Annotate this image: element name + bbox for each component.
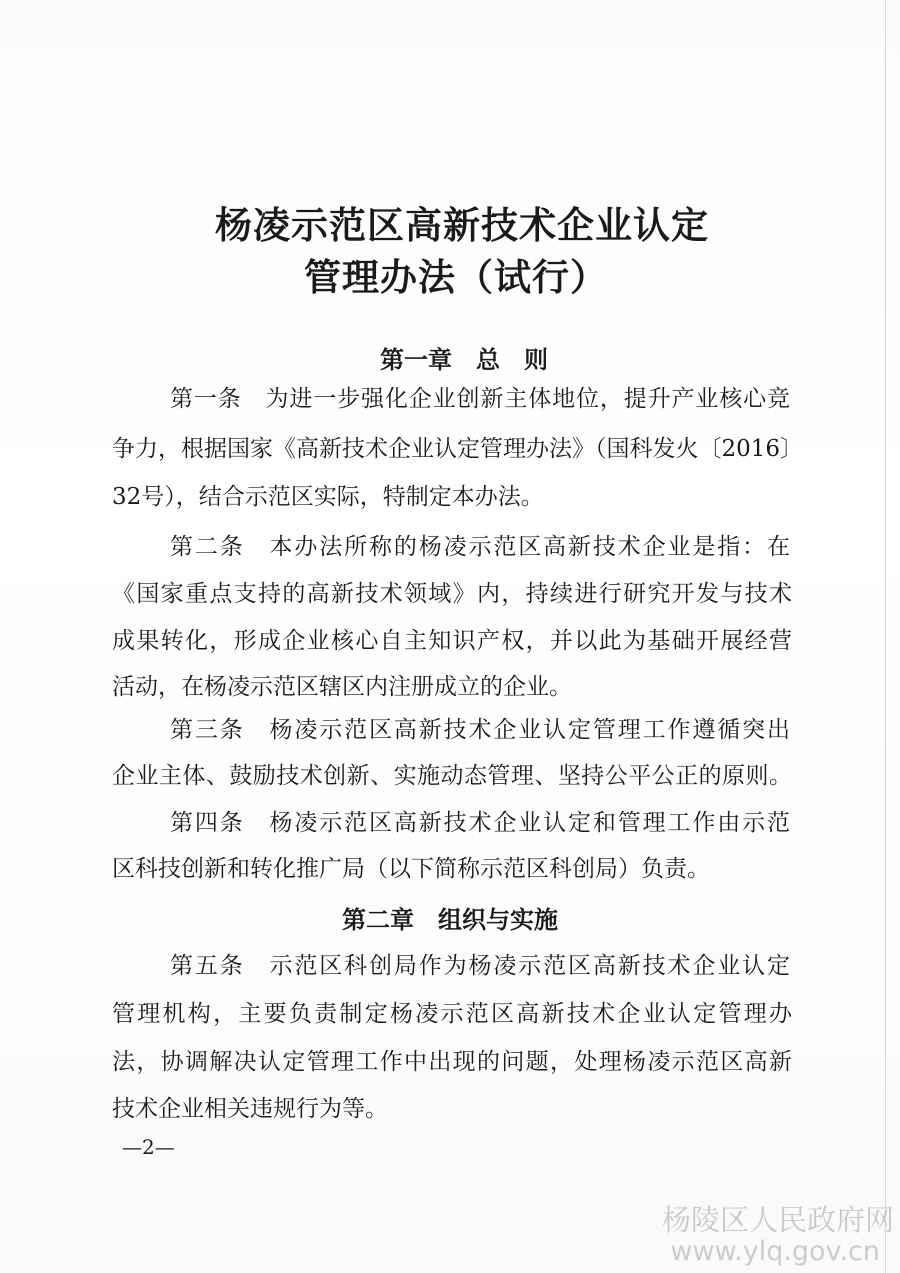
article-5-line-2: 管理机构，主要负责制定杨凌示范区高新技术企业认定管理办 bbox=[112, 1001, 792, 1027]
article-5-line-1: 第五条 示范区科创局作为杨凌示范区高新技术企业认定 bbox=[170, 953, 790, 979]
document-title-line1: 杨凌示范区高新技术企业认定 bbox=[215, 204, 709, 247]
article-3-line-1: 第三条 杨凌示范区高新技术企业认定管理工作遵循突出 bbox=[170, 717, 790, 743]
article-2-line-2: 《国家重点支持的高新技术领域》内，持续进行研究开发与技术 bbox=[112, 581, 792, 607]
article-5-line-3: 法，协调解决认定管理工作中出现的问题，处理杨凌示范区高新 bbox=[112, 1049, 792, 1075]
page-number: —2— bbox=[122, 1135, 175, 1159]
article-2-line-4: 活动，在杨凌示范区辖区内注册成立的企业。 bbox=[112, 674, 572, 700]
chapter-heading-1: 第一章 总 则 bbox=[380, 346, 548, 374]
watermark-site-url: www.ylq.gov.cn bbox=[670, 1236, 880, 1267]
article-1-line-1: 第一条 为进一步强化企业创新主体地位，提升产业核心竞 bbox=[170, 386, 790, 412]
article-4-line-2: 区科技创新和转化推广局（以下简称示范区科创局）负责。 bbox=[112, 856, 710, 882]
article-1-line-3: 32号），结合示范区实际，特制定本办法。 bbox=[112, 484, 544, 510]
article-3-line-2: 企业主体、鼓励技术创新、实施动态管理、坚持公平公正的原则。 bbox=[112, 763, 792, 789]
watermark-site-name: 杨陵区人民政府网 bbox=[661, 1203, 894, 1237]
article-1-line-2: 争力，根据国家《高新技术企业认定管理办法》（国科发火〔2016〕 bbox=[112, 436, 804, 462]
article-2-line-3: 成果转化，形成企业核心自主知识产权，并以此为基础开展经营 bbox=[112, 628, 792, 654]
scan-edge-line bbox=[885, 0, 886, 1273]
article-2-line-1: 第二条 本办法所称的杨凌示范区高新技术企业是指：在 bbox=[170, 534, 790, 560]
article-5-line-4: 技术企业相关违规行为等。 bbox=[112, 1096, 388, 1122]
article-4-line-1: 第四条 杨凌示范区高新技术企业认定和管理工作由示范 bbox=[170, 810, 790, 836]
document-title-line2: 管理办法（试行） bbox=[304, 256, 608, 299]
chapter-heading-2: 第二章 组织与实施 bbox=[342, 906, 558, 934]
